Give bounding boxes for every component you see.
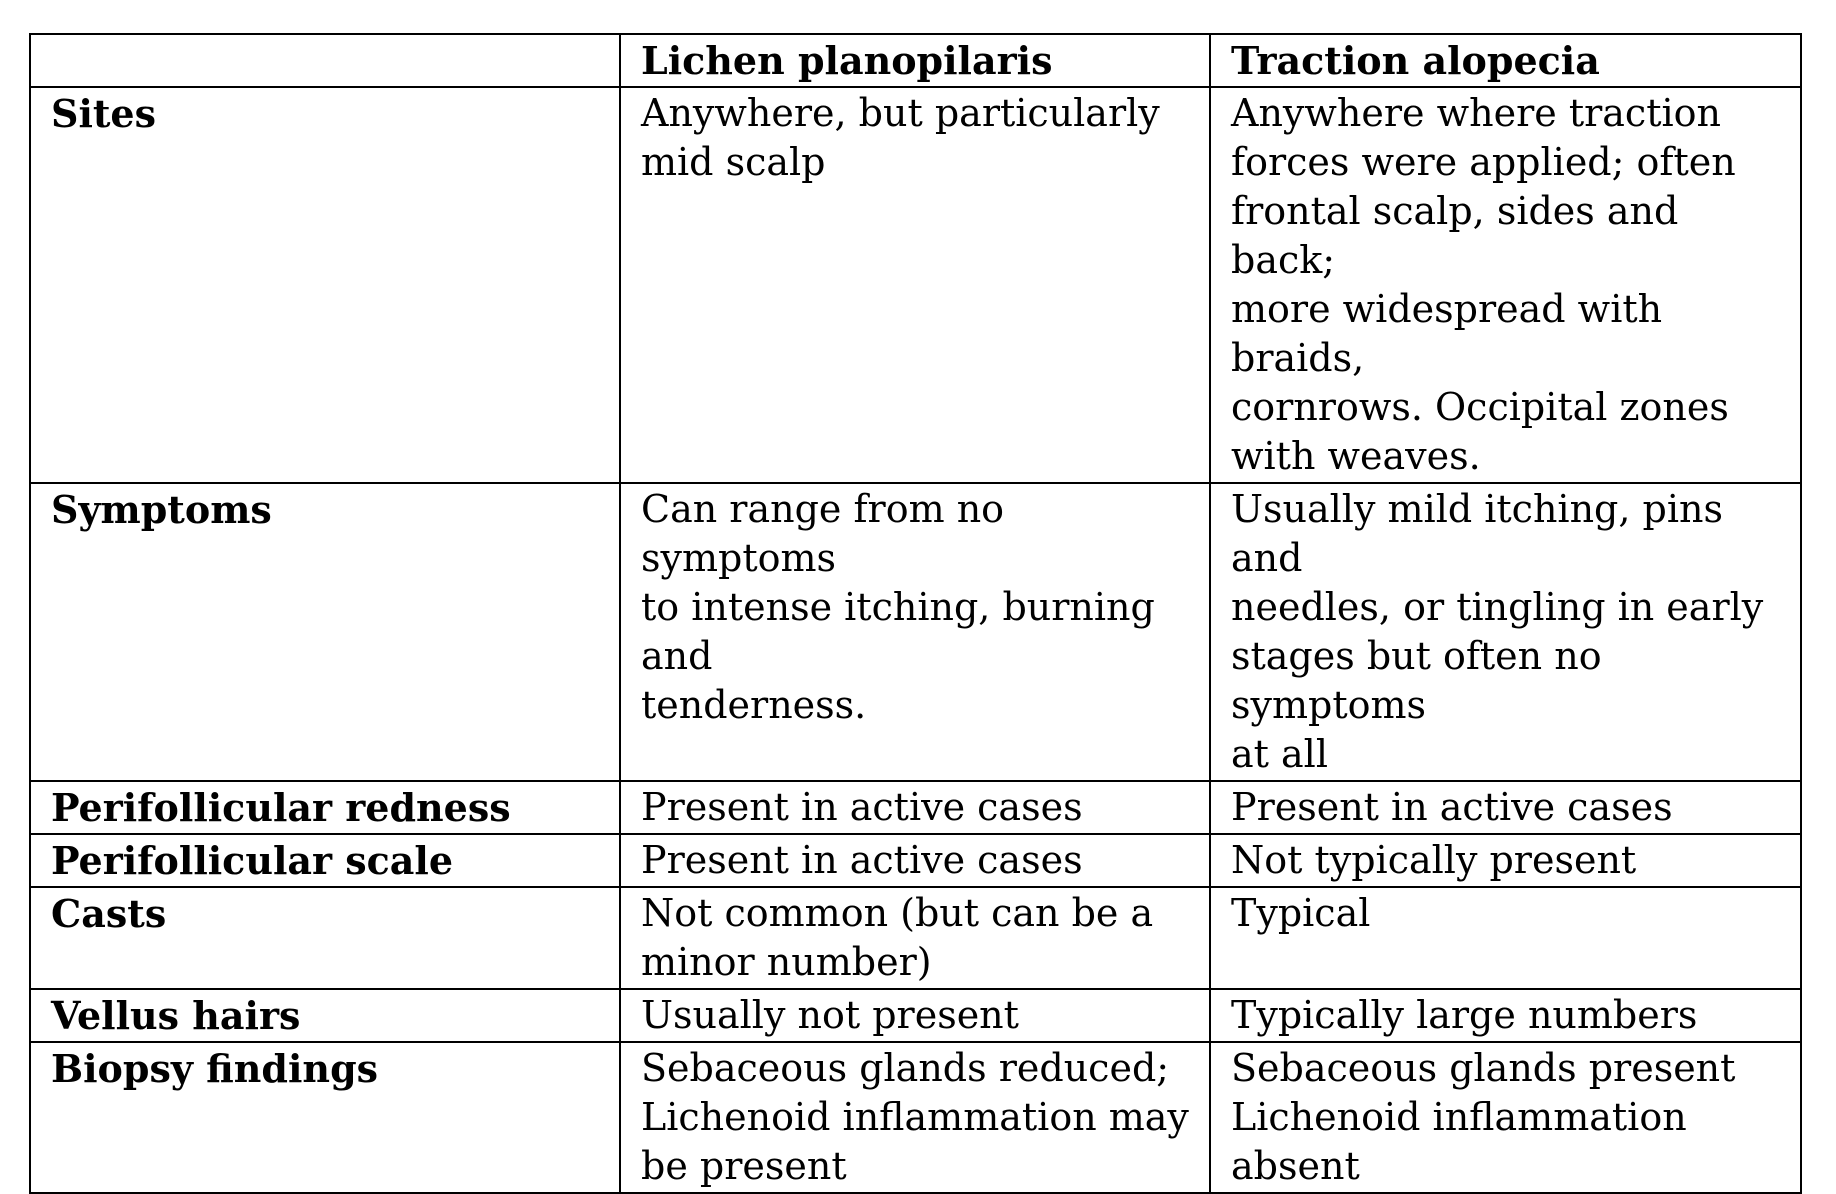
column-header-lichen-planopilaris: Lichen planopilaris	[620, 34, 1210, 87]
row-label: Casts	[30, 887, 620, 989]
cell-traction-alopecia: Typical	[1210, 887, 1801, 989]
row-label: Perifollicular scale	[30, 834, 620, 887]
cell-lichen-planopilaris: Present in active cases	[620, 781, 1210, 834]
cell-traction-alopecia: Usually mild itching, pins and needles, or tingling in early stages but often no symptoms at all	[1210, 483, 1801, 781]
table-row-casts	[30, 887, 1801, 989]
cell-traction-alopecia: Present in active cases	[1210, 781, 1801, 834]
table-row-perifollicular-scale	[30, 834, 1801, 887]
comparison-table	[29, 33, 1802, 1194]
row-label: Biopsy findings	[30, 1042, 620, 1193]
cell-traction-alopecia: Not typically present	[1210, 834, 1801, 887]
table-row-symptoms	[30, 483, 1801, 781]
document	[29, 33, 1802, 1194]
row-label: Symptoms	[30, 483, 620, 781]
header-empty-cell	[30, 34, 620, 87]
table-row-sites	[30, 87, 1801, 483]
table-row-perifollicular-redness	[30, 781, 1801, 834]
row-label: Vellus hairs	[30, 989, 620, 1042]
table-row-biopsy-findings	[30, 1042, 1801, 1193]
cell-traction-alopecia: Typically large numbers	[1210, 989, 1801, 1042]
column-header-traction-alopecia: Traction alopecia	[1210, 34, 1801, 87]
table-header-row	[30, 34, 1801, 87]
cell-lichen-planopilaris: Present in active cases	[620, 834, 1210, 887]
cell-lichen-planopilaris: Sebaceous glands reduced; Lichenoid inflammation may be present	[620, 1042, 1210, 1193]
cell-traction-alopecia: Sebaceous glands present Lichenoid inflammation absent	[1210, 1042, 1801, 1193]
table-row-vellus-hairs	[30, 989, 1801, 1042]
row-label: Sites	[30, 87, 620, 483]
cell-traction-alopecia: Anywhere where traction forces were applied; often frontal scalp, sides and back; more widespread with braids, cornrows. Occipital zones with weaves.	[1210, 87, 1801, 483]
cell-lichen-planopilaris: Anywhere, but particularly mid scalp	[620, 87, 1210, 483]
row-label: Perifollicular redness	[30, 781, 620, 834]
cell-lichen-planopilaris: Can range from no symptoms to intense itching, burning and tenderness.	[620, 483, 1210, 781]
cell-lichen-planopilaris: Usually not present	[620, 989, 1210, 1042]
cell-lichen-planopilaris: Not common (but can be a minor number)	[620, 887, 1210, 989]
